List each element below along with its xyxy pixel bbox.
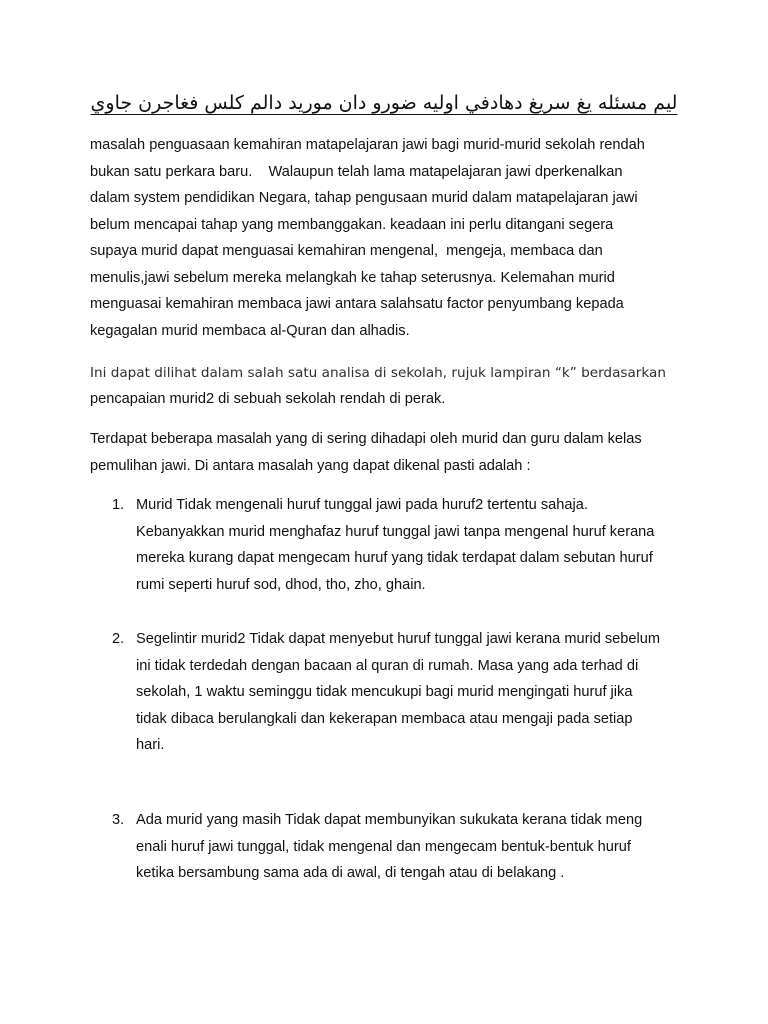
list-item-body [136, 807, 702, 887]
text-line: pencapaian murid2 di sebuah sekolah rendah di perak. [90, 391, 446, 407]
text-line: Kebanyakkan murid menghafaz huruf tunggal jawi tanpa mengenal huruf kerana [136, 523, 655, 540]
paragraph-intro [90, 132, 700, 344]
text-line: menguasai kemahiran membaca jawi antara salahsatu factor penyumbang kepada [90, 296, 624, 312]
list-item-number: 1. [112, 497, 125, 513]
text-line: masalah penguasaan kemahiran matapelajaran jawi bagi murid-murid sekolah rendah [90, 137, 645, 153]
text-line: Terdapat beberapa masalah yang di sering dihadapi oleh murid dan guru dalam kelas [90, 431, 642, 447]
text-line: supaya murid dapat menguasai kemahiran mengenal, mengeja, membaca dan [90, 243, 603, 259]
text-line: ketika bersambung sama ada di awal, di tengah atau di belakang . [136, 865, 565, 881]
page-title: ليم مسئله يغ سريغ دهادفي اوليه ضورو دان موريد دالم كلس فغاجرن جاوي [90, 92, 678, 114]
paragraph-problems-intro [90, 426, 700, 479]
list-item-body [136, 492, 702, 598]
list-item-number: 2. [112, 631, 125, 647]
text-line: sekolah, 1 waktu seminggu tidak mencukupi bagi murid mengingati huruf jika [136, 684, 633, 700]
text-line: tidak dibaca berulangkali dan kekerapan membaca atau mengaji pada setiap [136, 710, 633, 727]
text-line: pemulihan jawi. Di antara masalah yang dapat dikenal pasti adalah : [90, 457, 531, 474]
text-line: bukan satu perkara baru. Walaupun telah lama matapelajaran jawi dperkenalkan [90, 163, 623, 180]
text-line: enali huruf jawi tunggal, tidak mengenal dan mengecam bentuk-bentuk huruf [136, 838, 631, 855]
text-line: Segelintir murid2 Tidak dapat menyebut huruf tunggal jawi kerana murid sebelum [136, 631, 661, 647]
text-line: kegagalan murid membaca al-Quran dan alhadis. [90, 322, 410, 339]
text-line: hari. [136, 737, 165, 753]
text-line: rumi seperti huruf sod, dhod, tho, zho, ghain. [136, 576, 426, 593]
list-item-body [136, 626, 702, 759]
text-line: ini tidak terdedah dengan bacaan al quran di rumah. Masa yang ada terhad di [136, 657, 639, 674]
text-line: Murid Tidak mengenali huruf tunggal jawi pada huruf2 tertentu sahaja. [136, 497, 588, 513]
text-line: belum mencapai tahap yang membanggakan. keadaan ini perlu ditangani segera [90, 216, 614, 233]
text-line: Ada murid yang masih Tidak dapat membunyikan sukukata kerana tidak meng [136, 812, 643, 828]
analysis-note-line: Ini dapat dilihat dalam salah satu analisa di sekolah, rujuk lampiran “k” berdasarkan [90, 365, 666, 381]
text-line: menulis,jawi sebelum mereka melangkah ke tahap seterusnya. Kelemahan murid [90, 269, 615, 286]
text-line: dalam system pendidikan Negara, tahap pengusaan murid dalam matapelajaran jawi [90, 190, 638, 206]
list-item-number: 3. [112, 812, 125, 828]
paragraph-analysis-continued [90, 386, 700, 413]
text-line: mereka kurang dapat mengecam huruf yang tidak terdapat dalam sebutan huruf [136, 550, 653, 566]
